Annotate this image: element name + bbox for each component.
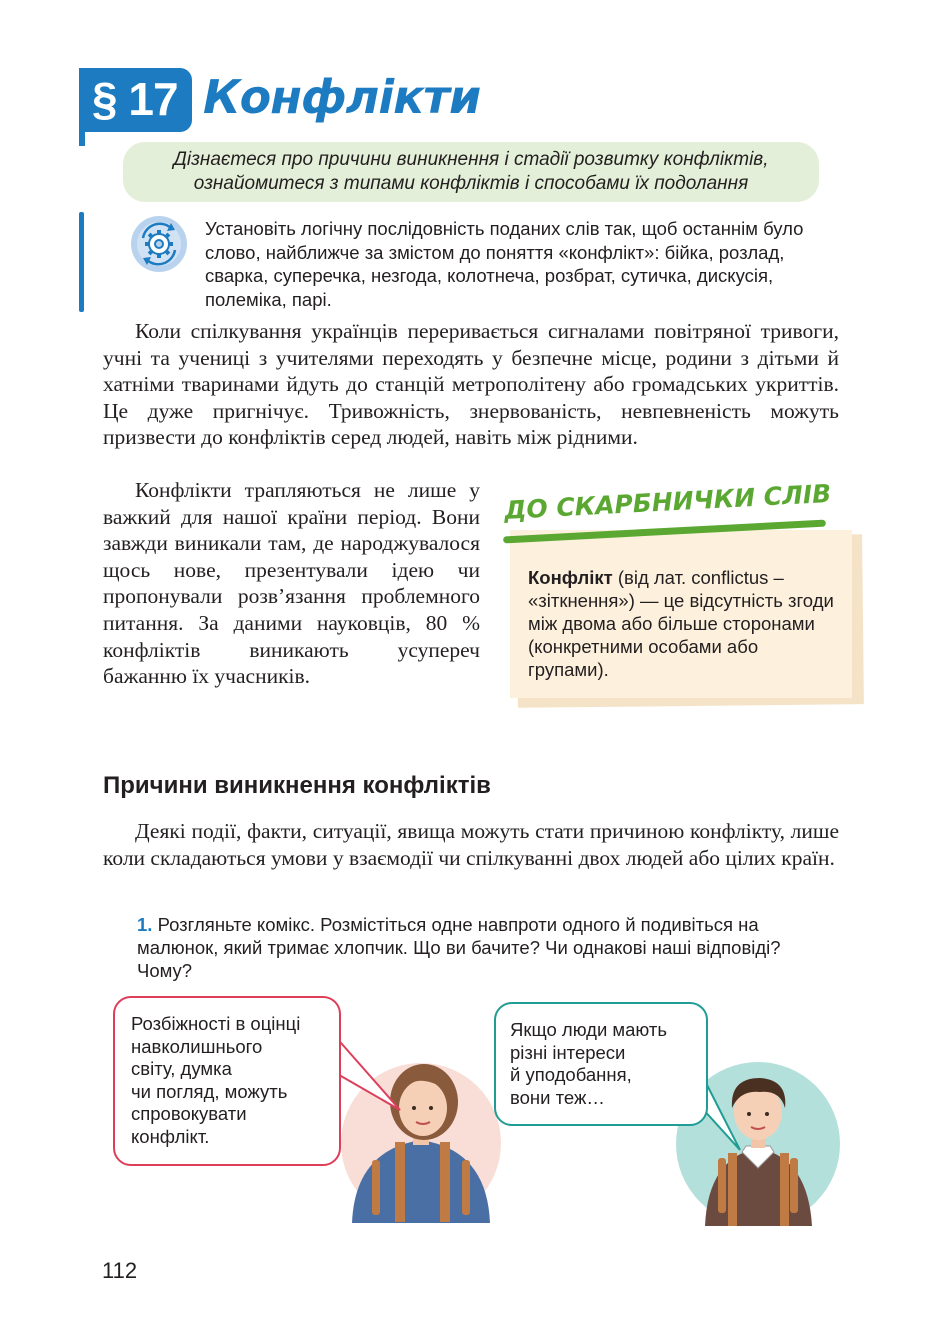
task-1: [137, 913, 839, 982]
page-number: 112: [102, 1258, 138, 1283]
goals-line-2: ознайомитеся з типами конфліктів і способами їх подолання: [193, 173, 749, 194]
page-title: Конфлікти: [203, 70, 481, 124]
vocab-definition: [528, 566, 838, 681]
speech-bubble-left-text: [131, 1013, 341, 1148]
speech-bubble-right-text: [510, 1019, 705, 1109]
bubble-line: навколишнього: [131, 1035, 263, 1057]
section-heading: Причини виникнення конфліктів: [103, 772, 491, 799]
bubble-line: світу, думка: [131, 1058, 232, 1079]
bubble-line: різні інтереси: [510, 1041, 626, 1063]
vocab-definition-text: (від лат. conflictus – «зіткнення») — це відсутність згоди між двома або більше сторонами (конкретними особами або групами).: [528, 567, 834, 680]
task-intro-text: Установіть логічну послідовність поданих слів так, щоб останнім було слово, найближче за змістом до поняття «конфлікт»: бійка, розлад, сварка, суперечка, незгода, колотнеча, розбрат, сутичка, дискусія, полеміка, парі.: [205, 218, 804, 310]
section-number: § 17: [92, 73, 178, 125]
task-marker-bar: [79, 212, 84, 312]
bubble-line: спровокувати: [131, 1103, 247, 1124]
task-1-text: Розгляньте комікс. Розмістіться одне навпроти одного й подивіться на малюнок, який тримає хлопчик. Що ви бачите? Чи однакові наші відповіді? Чому?: [137, 914, 781, 981]
paragraph-2: Конфлікти трапляються не лише у важкий для нашої країни період. Вони завжди виникали там, де народжувалося щось нове, презентували ідею чи пропонували розв’язання проблемного питання. За даними науковців, 80 % конфліктів виникають усупереч бажанню їх учасників.: [103, 478, 480, 689]
goals-text: [123, 148, 819, 196]
bubble-line: й уподобання,: [510, 1064, 632, 1085]
bubble-line: конфлікт.: [131, 1125, 210, 1147]
paragraph-1: Коли спілкування українців переривається сигналами повітряної тривоги, учні та учениці з учителями переходять у безпечне місце, родини з дітьми й хатніми тваринами йдуть до станцій метрополітену або громадських укриттів. Це дуже пригнічує. Тривожність, знервованість, невпевненість можуть призвести до конфліктів серед людей, навіть між рідними.: [103, 319, 839, 450]
vocab-term: Конфлікт: [528, 567, 613, 588]
task-1-number: 1.: [137, 914, 153, 935]
bubble-line: Якщо люди мають: [510, 1019, 668, 1040]
paragraph-3: Деякі події, факти, ситуації, явища можуть стати причиною конфлікту, лише коли складаються умови у взаємодії чи спілкуванні двох людей або цілих країн.: [103, 819, 839, 870]
goals-line-1: Дізнаєтеся про причини виникнення і стадії розвитку конфліктів,: [173, 149, 769, 170]
bubble-line: Розбіжності в оцінці: [131, 1013, 301, 1034]
gear-icon: [131, 216, 187, 272]
bubble-line: чи погляд, можуть: [131, 1080, 288, 1102]
section-badge-tail: [79, 128, 85, 146]
bubble-line: вони теж…: [510, 1086, 605, 1108]
vocab-title: ДО СКАРБНИЧКИ СЛІВ: [503, 478, 832, 525]
